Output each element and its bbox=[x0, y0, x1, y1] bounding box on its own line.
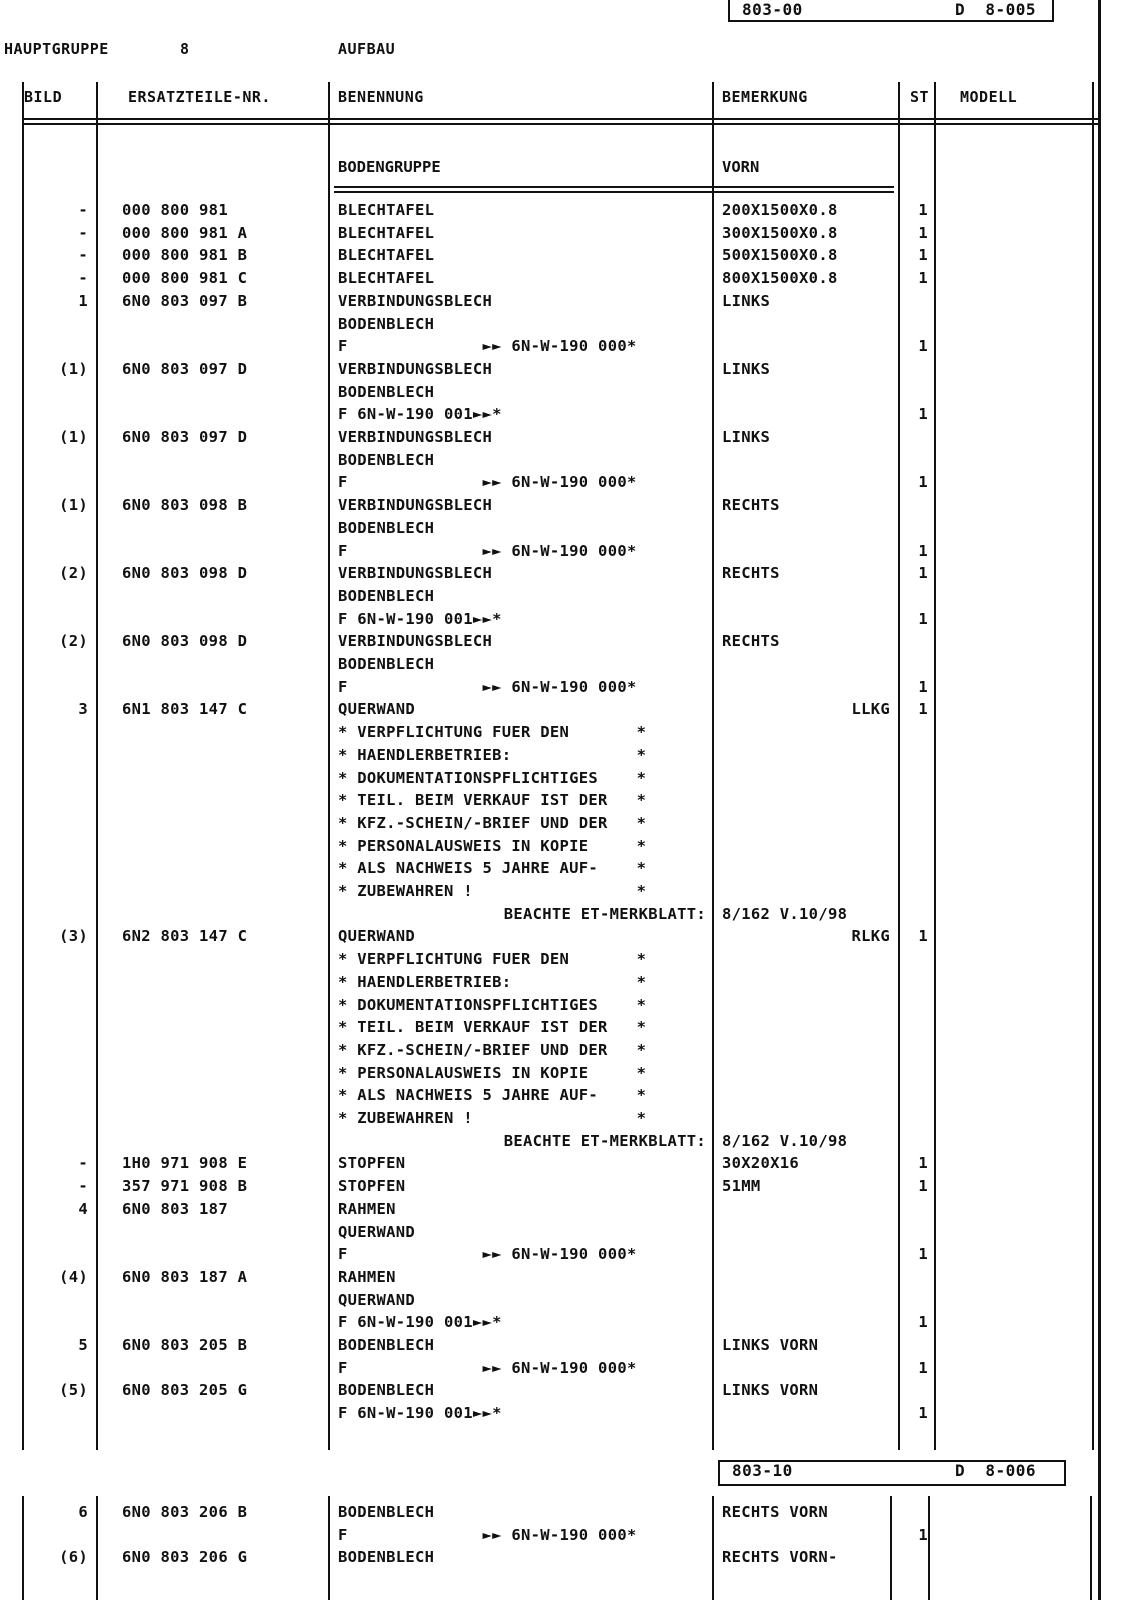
row-benennung: BODENBLECH bbox=[338, 586, 435, 605]
row-bemerkung: LINKS bbox=[722, 359, 771, 378]
table-row bbox=[0, 360, 1144, 383]
row-benennung: F 6N-W-190 001►►* bbox=[338, 1404, 502, 1423]
table-row bbox=[0, 1381, 1144, 1404]
table-row bbox=[0, 655, 1144, 678]
table-row bbox=[0, 769, 1144, 792]
col-header-nr: ERSATZTEILE-NR. bbox=[128, 88, 271, 106]
table-row bbox=[0, 1503, 1144, 1526]
top-ref-code: 803-00 bbox=[742, 0, 803, 19]
row-stueck: 1 bbox=[918, 405, 928, 424]
row-bild: (2) bbox=[59, 564, 88, 583]
row-stueck: 1 bbox=[918, 609, 928, 628]
row-bemerkung: 200X1500X0.8 bbox=[722, 201, 838, 219]
row-bild: 5 bbox=[78, 1336, 88, 1354]
bottom-ref-page: D 8-006 bbox=[955, 1461, 1037, 1480]
row-benennung: VERBINDUNGSBLECH bbox=[338, 632, 493, 651]
header-rule bbox=[24, 118, 1100, 120]
row-benennung: BLECHTAFEL bbox=[338, 223, 435, 242]
row-part-number: 1H0 971 908 E bbox=[122, 1154, 248, 1173]
row-benennung: VERBINDUNGSBLECH bbox=[338, 496, 493, 515]
table-row bbox=[0, 723, 1144, 746]
table-row bbox=[0, 1177, 1144, 1200]
table-row bbox=[0, 269, 1144, 292]
row-benennung: VERBINDUNGSBLECH bbox=[338, 291, 493, 310]
group-rule-2 bbox=[334, 191, 894, 193]
row-bemerkung: LINKS VORN bbox=[722, 1336, 819, 1354]
row-part-number: 357 971 908 B bbox=[122, 1177, 248, 1196]
row-bemerkung: RECHTS bbox=[722, 564, 780, 583]
row-part-number: 000 800 981 bbox=[122, 201, 228, 219]
table-row bbox=[0, 292, 1144, 315]
row-benennung: F ►► 6N-W-190 000* bbox=[338, 337, 637, 356]
row-bemerkung: RECHTS bbox=[722, 496, 780, 515]
row-bemerkung: LINKS bbox=[722, 428, 771, 446]
row-bild: - bbox=[78, 201, 88, 219]
table-row bbox=[0, 996, 1144, 1019]
table-row bbox=[0, 405, 1144, 428]
table-row bbox=[0, 950, 1144, 973]
row-benennung: F 6N-W-190 001►►* bbox=[338, 1313, 502, 1332]
table-row bbox=[0, 1086, 1144, 1109]
bottom-ref-code: 803-10 bbox=[732, 1461, 793, 1480]
row-benennung: BODENBLECH bbox=[338, 1336, 435, 1354]
table-row bbox=[0, 610, 1144, 633]
row-bemerkung: RECHTS VORN bbox=[722, 1503, 828, 1521]
row-part-number: 6N0 803 098 D bbox=[122, 632, 248, 651]
row-bild: - bbox=[78, 269, 88, 288]
row-benennung: * ZUBEWAHREN ! * bbox=[338, 882, 647, 900]
row-part-number: 6N0 803 098 B bbox=[122, 496, 248, 515]
table-row bbox=[0, 1018, 1144, 1041]
table-row bbox=[0, 837, 1144, 860]
row-bild: 6 bbox=[78, 1503, 88, 1521]
row-stueck: 1 bbox=[918, 246, 928, 265]
row-bild: (5) bbox=[59, 1381, 88, 1400]
group-rule bbox=[334, 186, 894, 188]
row-benennung: F 6N-W-190 001►►* bbox=[338, 609, 502, 628]
table-row bbox=[0, 1245, 1144, 1268]
table-row bbox=[0, 1359, 1144, 1382]
hauptgruppe-number: 8 bbox=[180, 40, 190, 58]
table-row bbox=[0, 315, 1144, 338]
row-benennung: VERBINDUNGSBLECH bbox=[338, 564, 493, 583]
row-bemerkung: 30X20X16 bbox=[722, 1154, 800, 1173]
row-bemerkung: LLKG bbox=[851, 700, 890, 719]
row-stueck: 1 bbox=[918, 1154, 928, 1173]
row-stueck: 1 bbox=[918, 223, 928, 242]
row-part-number: 6N0 803 206 B bbox=[122, 1503, 248, 1521]
table-row bbox=[0, 473, 1144, 496]
row-benennung: BODENBLECH bbox=[338, 450, 435, 469]
row-benennung: BODENBLECH bbox=[338, 1381, 435, 1400]
row-benennung: BLECHTAFEL bbox=[338, 246, 435, 265]
table-row bbox=[0, 1313, 1144, 1336]
table-row bbox=[0, 1268, 1144, 1291]
table-row bbox=[0, 451, 1144, 474]
table-row bbox=[0, 542, 1144, 565]
row-bemerkung: RECHTS bbox=[722, 632, 780, 651]
table-row bbox=[0, 224, 1144, 247]
col-header-ben: BENENNUNG bbox=[338, 88, 424, 106]
row-benennung: * PERSONALAUSWEIS IN KOPIE * bbox=[338, 1063, 647, 1082]
row-bemerkung: 300X1500X0.8 bbox=[722, 223, 838, 242]
row-stueck: 1 bbox=[918, 677, 928, 696]
col-header-bem: BEMERKUNG bbox=[722, 88, 808, 106]
row-benennung: F 6N-W-190 001►►* bbox=[338, 405, 502, 424]
row-bemerkung: LINKS bbox=[722, 291, 771, 310]
col-header-modell: MODELL bbox=[960, 88, 1018, 106]
row-stueck: 1 bbox=[918, 1245, 928, 1264]
row-stueck: 1 bbox=[918, 541, 928, 560]
row-stueck: 1 bbox=[918, 201, 928, 219]
row-stueck: 1 bbox=[918, 1525, 928, 1544]
row-benennung: F ►► 6N-W-190 000* bbox=[338, 473, 637, 492]
group-remark: VORN bbox=[722, 158, 760, 176]
row-bild: - bbox=[78, 223, 88, 242]
row-benennung: * DOKUMENTATIONSPFLICHTIGES * bbox=[338, 995, 647, 1014]
row-part-number: 000 800 981 C bbox=[122, 269, 248, 288]
row-stueck: 1 bbox=[918, 1177, 928, 1196]
row-part-number: 6N0 803 187 A bbox=[122, 1267, 248, 1286]
row-bemerkung: LINKS VORN bbox=[722, 1381, 819, 1400]
row-bild: 3 bbox=[78, 700, 88, 719]
row-benennung: * ALS NACHWEIS 5 JAHRE AUF- * bbox=[338, 859, 647, 878]
table-row bbox=[0, 927, 1144, 950]
row-part-number: 6N0 803 098 D bbox=[122, 564, 248, 583]
row-benennung: QUERWAND bbox=[338, 1290, 416, 1309]
table-row bbox=[0, 678, 1144, 701]
row-benennung: * HAENDLERBETRIEB: * bbox=[338, 745, 647, 764]
row-bemerkung: RECHTS VORN- bbox=[722, 1548, 838, 1567]
table-row bbox=[0, 1064, 1144, 1087]
row-stueck: 1 bbox=[918, 1358, 928, 1377]
table-row bbox=[0, 700, 1144, 723]
row-bild: (2) bbox=[59, 632, 88, 651]
row-benennung: BLECHTAFEL bbox=[338, 269, 435, 288]
table-row bbox=[0, 859, 1144, 882]
row-benennung: F ►► 6N-W-190 000* bbox=[338, 541, 637, 560]
table-row bbox=[0, 496, 1144, 519]
table-row bbox=[0, 1404, 1144, 1427]
row-benennung: STOPFEN bbox=[338, 1154, 406, 1173]
row-benennung: RAHMEN bbox=[338, 1267, 396, 1286]
row-stueck: 1 bbox=[918, 269, 928, 288]
row-part-number: 6N0 803 097 D bbox=[122, 359, 248, 378]
row-benennung: F ►► 6N-W-190 000* bbox=[338, 677, 637, 696]
row-benennung: F ►► 6N-W-190 000* bbox=[338, 1245, 637, 1264]
row-part-number: 6N0 803 097 D bbox=[122, 428, 248, 446]
row-benennung: * KFZ.-SCHEIN/-BRIEF UND DER * bbox=[338, 813, 647, 832]
row-benennung: * VERPFLICHTUNG FUER DEN * bbox=[338, 950, 647, 969]
table-row bbox=[0, 746, 1144, 769]
table-row bbox=[0, 1526, 1144, 1549]
row-benennung: QUERWAND bbox=[338, 927, 416, 946]
row-benennung: * TEIL. BEIM VERKAUF IST DER * bbox=[338, 1018, 647, 1037]
table-row bbox=[0, 337, 1144, 360]
row-benennung: BLECHTAFEL bbox=[338, 201, 435, 219]
row-benennung: STOPFEN bbox=[338, 1177, 406, 1196]
row-benennung: * KFZ.-SCHEIN/-BRIEF UND DER * bbox=[338, 1040, 647, 1059]
row-part-number: 6N0 803 187 bbox=[122, 1199, 228, 1218]
row-benennung: RAHMEN bbox=[338, 1199, 396, 1218]
row-bemerkung: RLKG bbox=[851, 927, 890, 946]
row-stueck: 1 bbox=[918, 564, 928, 583]
row-stueck: 1 bbox=[918, 700, 928, 719]
row-bild: - bbox=[78, 1177, 88, 1196]
row-bild: (1) bbox=[59, 428, 88, 446]
row-benennung: * PERSONALAUSWEIS IN KOPIE * bbox=[338, 836, 647, 855]
row-bild: (4) bbox=[59, 1267, 88, 1286]
row-part-number: 6N0 803 097 B bbox=[122, 291, 248, 310]
table-row bbox=[0, 1109, 1144, 1132]
row-part-number: 6N2 803 147 C bbox=[122, 927, 248, 946]
row-benennung: * VERPFLICHTUNG FUER DEN * bbox=[338, 723, 647, 742]
top-ref-page: D 8-005 bbox=[955, 0, 1037, 19]
table-row bbox=[0, 519, 1144, 542]
row-benennung: BEACHTE ET-MERKBLATT: bbox=[503, 1131, 706, 1150]
row-benennung: BODENBLECH bbox=[338, 314, 435, 333]
table-row bbox=[0, 428, 1144, 451]
row-stueck: 1 bbox=[918, 1404, 928, 1423]
row-benennung: * DOKUMENTATIONSPFLICHTIGES * bbox=[338, 768, 647, 787]
row-bemerkung: 500X1500X0.8 bbox=[722, 246, 838, 265]
col-header-bild: BILD bbox=[24, 88, 63, 106]
row-benennung: BODENBLECH bbox=[338, 518, 435, 537]
row-benennung: * ALS NACHWEIS 5 JAHRE AUF- * bbox=[338, 1086, 647, 1105]
row-benennung: BODENBLECH bbox=[338, 655, 435, 673]
table-row bbox=[0, 1336, 1144, 1359]
row-benennung: QUERWAND bbox=[338, 700, 416, 719]
row-stueck: 1 bbox=[918, 927, 928, 946]
row-part-number: 6N0 803 205 B bbox=[122, 1336, 248, 1354]
table-row bbox=[0, 973, 1144, 996]
row-bemerkung: 800X1500X0.8 bbox=[722, 269, 838, 288]
table-row bbox=[0, 564, 1144, 587]
table-row bbox=[0, 246, 1144, 269]
table-row bbox=[0, 814, 1144, 837]
section-title: AUFBAU bbox=[338, 40, 396, 58]
table-row bbox=[0, 1291, 1144, 1314]
table-row bbox=[0, 1223, 1144, 1246]
row-bemerkung: 51MM bbox=[722, 1177, 761, 1196]
row-benennung: BEACHTE ET-MERKBLATT: bbox=[503, 904, 706, 923]
table-row bbox=[0, 632, 1144, 655]
row-benennung: * TEIL. BEIM VERKAUF IST DER * bbox=[338, 791, 647, 810]
table-row bbox=[0, 791, 1144, 814]
row-bild: 1 bbox=[78, 291, 88, 310]
table-row bbox=[0, 587, 1144, 610]
row-part-number: 000 800 981 B bbox=[122, 246, 248, 265]
row-part-number: 6N0 803 205 G bbox=[122, 1381, 248, 1400]
row-benennung: VERBINDUNGSBLECH bbox=[338, 359, 493, 378]
row-bild: 4 bbox=[78, 1199, 88, 1218]
row-stueck: 1 bbox=[918, 473, 928, 492]
table-row bbox=[0, 1132, 1144, 1155]
header-rule-2 bbox=[24, 123, 1100, 125]
row-benennung: BODENBLECH bbox=[338, 1503, 435, 1521]
table-row bbox=[0, 905, 1144, 928]
table-row bbox=[0, 1154, 1144, 1177]
row-bild: (6) bbox=[59, 1548, 88, 1567]
table-row bbox=[0, 383, 1144, 406]
row-bild: - bbox=[78, 246, 88, 265]
row-part-number: 6N0 803 206 G bbox=[122, 1548, 248, 1567]
row-bemerkung: 8/162 V.10/98 bbox=[722, 1131, 848, 1150]
row-bild: - bbox=[78, 1154, 88, 1173]
row-benennung: * HAENDLERBETRIEB: * bbox=[338, 972, 647, 991]
row-benennung: * ZUBEWAHREN ! * bbox=[338, 1109, 647, 1127]
row-benennung: BODENBLECH bbox=[338, 1548, 435, 1567]
table-row bbox=[0, 882, 1144, 905]
row-benennung: F ►► 6N-W-190 000* bbox=[338, 1358, 637, 1377]
group-name: BODENGRUPPE bbox=[338, 158, 441, 176]
row-benennung: F ►► 6N-W-190 000* bbox=[338, 1525, 637, 1544]
col-header-st: ST bbox=[910, 88, 930, 106]
row-bild: (1) bbox=[59, 496, 88, 515]
table-row bbox=[0, 1548, 1144, 1571]
row-bild: (1) bbox=[59, 359, 88, 378]
row-benennung: VERBINDUNGSBLECH bbox=[338, 428, 493, 446]
table-row bbox=[0, 1200, 1144, 1223]
row-part-number: 6N1 803 147 C bbox=[122, 700, 248, 719]
row-bild: (3) bbox=[59, 927, 88, 946]
row-part-number: 000 800 981 A bbox=[122, 223, 248, 242]
table-row bbox=[0, 1041, 1144, 1064]
table-row bbox=[0, 201, 1144, 224]
row-benennung: BODENBLECH bbox=[338, 382, 435, 401]
row-benennung: QUERWAND bbox=[338, 1222, 416, 1241]
row-stueck: 1 bbox=[918, 337, 928, 356]
row-stueck: 1 bbox=[918, 1313, 928, 1332]
row-bemerkung: 8/162 V.10/98 bbox=[722, 904, 848, 923]
hauptgruppe-label: HAUPTGRUPPE bbox=[4, 40, 109, 58]
